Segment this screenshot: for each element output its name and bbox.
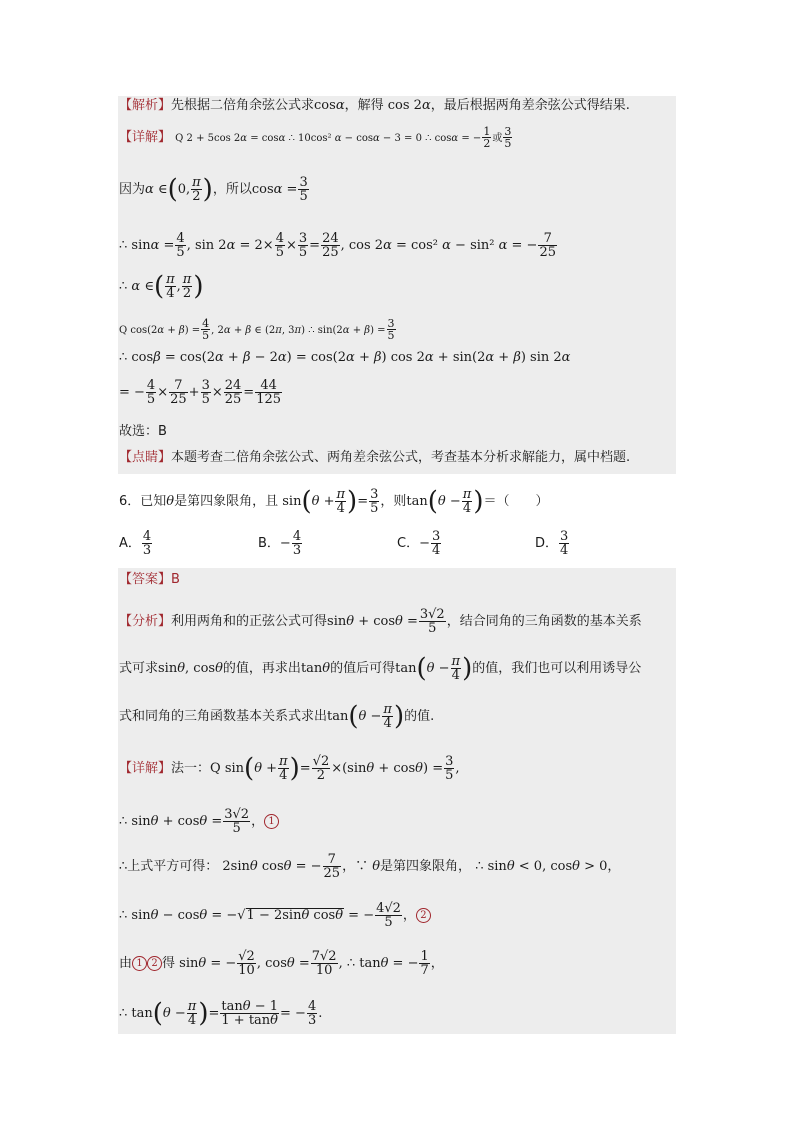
detail-tag: 【详解】 [119, 761, 172, 776]
equation: ∴ α ∈( $\frac{\pi}{4}$ , $\frac{\pi}{2}$ ) [119, 271, 204, 302]
equation: ∴ sinα = $\frac{4}{5}$ , sin 2α = 2× $\frac{4}{5}$ × $\frac{3}{5}$ = $\frac{24}{25}$ , cos 2α = cos² α − sin² α = − $\frac{7}{25}$ [119, 231, 556, 260]
q6-analysis-line-1: 【分析】利用两角和的正弦公式可得sinθ + cosθ = $\frac{3√2}{5}$ ，结合同角的三角函数的基本关系 [119, 607, 642, 636]
equation-square: ∴上式平方可得： 2sinθ cosθ = − $\frac{7}{25}$ ，∵ θ是第四象限角， ∴ sinθ < 0, cosθ > 0， [119, 852, 621, 881]
q6-analysis-line-3: 式和同角的三角函数基本关系式求出tan(θ − $\frac{\pi}{4}$ )的值. [119, 701, 435, 732]
q5-since-line: 因为α ∈(0, $\frac{\pi}{2}$ )，所以cosα = $\frac{3}{5}$ [119, 174, 308, 205]
circle-two: 2 [416, 908, 431, 923]
option-a[interactable]: A． $\frac{4}{3}$ [119, 529, 152, 558]
option-d[interactable]: D． $\frac{3}{4}$ [535, 529, 569, 558]
answer: 【答案】B [119, 572, 180, 587]
q6-stem: 6．已知θ是第四象限角，且 sin(θ + $\frac{\pi}{4}$ )= $\frac{3}{5}$ ，则tan(θ − $\frac{\pi}{4}$ )＝（ ） [119, 486, 549, 517]
equation-final: ∴ tan(θ − $\frac{\pi}{4}$ )= $\frac{\tan\theta - 1}{1 + \tan\theta}$ = − $\frac{4}{3}$ . [119, 998, 323, 1029]
equation: = − $\frac{4}{5}$ × $\frac{7}{25}$ + $\frac{3}{5}$ × $\frac{24}{25}$ = $\frac{44}{125}$ [119, 378, 282, 407]
equation-solve: 由 1 2 得 sinθ = − $\frac{√2}{10}$ , cosθ = $\frac{7√2}{10}$ , ∴ tanθ = − $\frac{1}{7}$ ， [119, 949, 444, 978]
equation: Q 2 + 5cos 2α = cosα ∴ 10cos² α − cosα − 3 = 0 ∴ cosα = − [175, 133, 482, 144]
equation-2: ∴ sinθ − cosθ = −√1 − 2sinθ cosθ = − $\frac{4√2}{5}$ ， 2 [119, 902, 431, 929]
option-c[interactable]: C．− $\frac{3}{4}$ [397, 529, 441, 558]
circle-one: 1 [264, 814, 279, 829]
equation: ∴ cosβ = cos(2α + β − 2α) = cos(2α + β) cos 2α + sin(2α + β) sin 2α [119, 350, 571, 365]
final-answer: 故选：B [119, 424, 167, 439]
q5-detail-line: 【详解】 Q 2 + 5cos 2α = cosα ∴ 10cos² α − cosα − 3 = 0 ∴ cosα = − $\frac{1}{2}$ 或 $\frac{3}{5}$ [119, 125, 512, 150]
analysis-tag: 【分析】 [119, 614, 172, 629]
q6-analysis-line-2: 式可求sinθ, cosθ的值，再求出tanθ的值后可得tan(θ − $\frac{\pi}{4}$ )的值，我们也可以利用诱导公 [119, 653, 642, 684]
equation: Q cos(2α + β) = $\frac{4}{5}$ , 2α + β ∈ (2π, 3π) ∴ sin(2α + β) = $\frac{3}{5}$ [119, 317, 395, 342]
q5-analysis-line: 【解析】先根据二倍角余弦公式求cosα，解得 cos 2α，最后根据两角差余弦公式得结果. [119, 98, 630, 113]
equation-1: ∴ sinθ + cosθ = $\frac{3√2}{5}$ ， 1 [119, 808, 279, 835]
detail-tag: 【详解】 [119, 130, 172, 145]
q5-comment-line: 【点睛】本题考查二倍角余弦公式、两角差余弦公式，考查基本分析求解能力，属中档题. [119, 450, 631, 465]
analysis-tag: 【解析】 [119, 98, 172, 113]
comment-tag: 【点睛】 [119, 450, 172, 465]
q6-detail-line: 【详解】法一：Q sin(θ + $\frac{\pi}{4}$ )= $\frac{√2}{2}$ ×(sinθ + cosθ) = $\frac{3}{5}$ , [119, 753, 460, 784]
option-b[interactable]: B．− $\frac{4}{3}$ [258, 529, 302, 558]
